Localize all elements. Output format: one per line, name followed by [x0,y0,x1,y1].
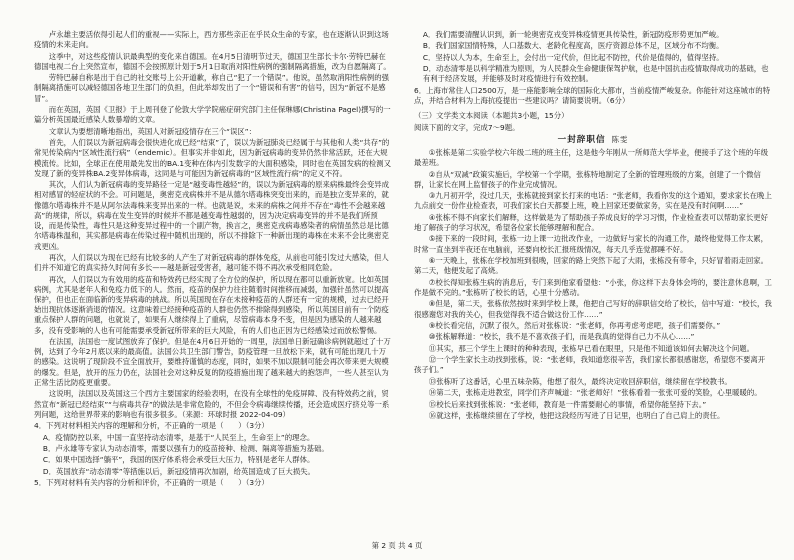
question-4-option: A．疫情防控以来，中国一直坚持动态清零，是基于“人民至上，生命至上”的理念。 [42,432,315,442]
left-column [34,30,392,535]
passage-paragraph: 这说明，法国以及英国这三个西方主要国家的经验表明，在没有全球性的免疫屏障、没有特效药之前，贸然宣布“新冠已经结束”“与病毒共存”的做法是非常危险的，不但会令病毒继续传播，还会造成医疗挤兑等一系列问题，这给世界带来的影响也有很多很多。（来源：环球时报 2022-04-09） [34,389,390,419]
story-title [414,135,772,147]
question-6: 6．上海市常住人口2500万，是一座能影响全球的国际化大都市，当前疫情严峻复杂。你能针对这座城市的特点，并结合材料为上海抗疫提出一些建议吗？请简要说明。（6分） [414,85,771,106]
question-5-option: A．我们需要清醒认识到，新一轮奥密克戎变异株疫情更具传染性，新冠防疫形势更加严峻。 [422,30,724,39]
story-paragraph: ⑤接下来的一段时间，张栋一边上课一边批改作业，一边做好与家长的沟通工作，最终他觉得工作太累，时常一直坐到半夜还在电脑前，还要向校长汇报班级情况，每天几乎连觉都睡不好。 [414,234,769,254]
story-paragraph: ⑫一个学生家长主动找到张栋，说：“张老师，我知道您很辛苦，我们家长都很感谢您，希望您不要离开孩子们。” [414,355,766,375]
passage-paragraph: 卢永雄主要活依得引起人们的重视——实际上，西方那些亲正在乎民众生命的专家，也在逐渐认识到这场疫情的未来走向。 [34,30,389,50]
story-paragraph: ②自从“双减”政策实施后，学校第一个学期，张栋特地制定了全新的管理班级的方案，创建了一个微信群，让家长在网上监督孩子的作业完成情况。 [414,169,761,189]
story-paragraph: ⑩张栋解释道：“校长，我不是不喜欢孩子们，而是我真的觉得自己力不从心……” [428,332,695,342]
story-author: 陈雯 [611,135,629,145]
question-5-option: B．我们国家国情特殊，人口基数大、老龄化程度高，医疗资源总体不足，区域分布不均衡。 [422,41,724,51]
passage-paragraph: 首先，人们误以为新冠病毒会很快进化成已经“结束”了，误以为新冠肺炎已经属于与其他和人类“共存”的常见传染病内“区域性流行病”（endemic）。但事实并非如此，因为新冠病毒的变异仍然非常活跃，还在大规模流传。比如，全球正在使用最先发出的BA.1变种在体内引发数字的大面积感染，同时也在英国发病的检测又发现了新的变异株BA.2变异体病毒，这同是与可能因为新冠病毒的“区域性流行病”的定义不符。 [34,138,392,178]
story-paragraph: ⑪其实，那三个学生上课时的种种表现，张栋早已看在眼里，只是他不知道该如何去解决这个问题。 [428,343,754,353]
question-4-option: C．如果中国选择“躺平”，我国的医疗体系将会承受巨大压力，特别是老年人群体。 [42,455,315,465]
story-paragraph: ⑮校长后来找到张栋说：“张老师，教育是一件需要耐心的事情，希望你能坚持下去。” [428,399,707,409]
story-paragraph: ⑭第二天，张栋走进教室，同学们齐声喊道：“张老师好！”张栋看着一张张可爱的笑脸，心里暖暖的。 [428,388,762,398]
question-5-option: C．坚持以人为本，生命至上，会付出一定代价，但比起不防控，代价是值得的，值得坚持。 [422,52,724,62]
question-5-stem: 5．下列对材料有关内容的分析和评价，不正确的一项是（ ）（3分） [34,478,269,488]
passage-paragraph: 再次，人们误以为有效用的疫苗和特效药已经实现了全方位的保护，所以现在都可以重新放宽。比如英国病例，尤其是老年人和免疫力低下的人。然而，疫苗的保护力往往随着时间推移而减弱，加强针虽然可以提高保护，但也正在面临新的变异病毒的挑战。所以英国现在存在未接种疫苗的人群还有一定的规模，过去已经开始出现抗体逐渐消退的情况。这意味着已经接种疫苗的人群也仍然不排除得到感染，所以英国目前有一个防疫重点保护人群的问题，也就说了，如果有人继续得上了重病，尽管病毒本身不变，但是因为感染的人越来越多，没有受影响的人也有可能需要承受新冠所带来的巨大风险，有的人们也正因为已经感染过而放松警惕。 [34,274,389,335]
section-3-heading: （三）文学类文本阅读（本题共3小题，15分） [414,111,569,121]
passage-paragraph: 在法国，法国也一度试图放弃了保护。但是在4月6日开始的一周里，法国单日新冠确诊病例就超过了十万例，达到了今年2月底以来的最高值。法国公共卫生部门警告，防疫管理一旦放松下来，就有可能出现几十万的感染。这说明了现阶段不宜全面放开，要维持谨慎的态度，同时，如果不加以限制可能会再次带来更大规模的爆发。但是，放开的压力仍在，法国社会对这种反复的防疫措施出现了越来越大的抱怨声，一些人甚至认为正常生活比防疫更重要。 [34,337,391,387]
passage-paragraph: 劳特巴赫自称是出于自己的社交账号上公开道歉，称自己“犯了一个错误”。他说，虽然取消阳性病例的强制隔离措施可以减轻德国各地卫生部门的负担，但此举却发出了一个“错误和有害”的信号，因为“新冠不是感冒”。 [34,73,390,103]
story-paragraph: ③九月初开学，没过几天，张栋就接到家长打来的电话：“张老师，我看你发的这个通知，要求家长在晚上九点前交一份作业检查表，可我们家长白天都要上班，晚上回家还要做家务，实在是没有时间啊……” [414,191,772,211]
question-4-stem: 4．下列对材料相关内容的理解和分析，不正确的一项是（ ）（3分） [34,421,269,431]
story-paragraph: ⑬张栋听了这番话，心里五味杂陈，他想了很久，最终决定收回辞职信，继续留在学校教书。 [428,376,732,386]
passage-paragraph: 而在英国，英国《卫报》于上周刊登了伦敦大学学院癌症研究部门主任保琳娜(Christina Pagel)撰写的一篇分析英国最近感染人数暴增的文章。 [34,105,391,125]
question-4-option: B．卢永雄等专家认为动态清零，需要以强有力的疫苗接种、检测、隔离等措施为基础。 [42,443,329,453]
page-footer: 第 2 页 共 4 页 [371,541,423,550]
story-paragraph: ⑧但是，第二天，张栋依然按时来到学校上课，他把自己写好的辞职信交给了校长，信中写道：“校长，我很感谢您对我的关心，但我觉得我不适合做这份工作……” [414,299,772,319]
section-3-instruction: 阅读下面的文字，完成7～9题。 [414,122,520,132]
story-paragraph: ⑦校长得知张栋生病的消息后，专门来到他家看望他：“小张，你这样下去身体会垮的，要注意休息啊，工作是做不完的。”张栋听了校长的话，心里十分感动。 [414,277,772,297]
story-paragraph: ④张栋不得不向家长们解释，这样做是为了帮助孩子养成良好的学习习惯，作业检查表可以帮助家长更好地了解孩子的学习状况，希望各位家长能够理解和配合。 [414,212,769,233]
question-5-option: D．动态清零是以科学精准为原则，为人民群众生命健康保驾护航，也是中国抗击疫情取得成功的基础，也有利于经济发展，并能够及时对疫情进行有效控制。 [422,64,769,84]
story-paragraph: ①张栋是第二实验学校六年级二班的班主任，这是他今年刚从一所师范大学毕业，便接手了这个班的年级最差班。 [414,147,769,168]
story-paragraph: ⑯就这样，张栋继续留在了学校，他把这段经历写进了日记里，也明白了自己肩上的责任。 [428,411,725,421]
passage-paragraph: 其次，人们认为新冠病毒的变异路径一定是“越变毒性越轻”的，误以为新冠病毒的原来病株最终会变异成相对感冒的轻症状的不会。可问题是，奥密克戎病株并不是从德尔塔毒株突变出来的，而是独立变异来的，就像德尔塔毒株并不是从阿尔法毒株来变异出来的一样。也就是说，未来的病株之间并不存在“毒性不会越来越高”的规律，所以，病毒在发生变异的时候并不都是越变毒性越弱的，因为决定病毒变异的并不是我们所预设，而是传染性，毒性只是这种变异过程中的一个副产物，换言之，奥密克戎病毒感染者的病情虽然总是比德尔塔毒株温和，其实都是病毒在传染过程中随机出现的，所以不排除下一种新出现的毒株在未来不会比奥密克戎更凶。 [34,180,390,251]
question-4-option: D．英国放弃“动态清零”等措施以后，新冠疫情再次加剧，给英国造成了巨大损失。 [42,466,315,476]
story-paragraph: ⑨校长看完信，沉默了很久，然后对张栋说：“张老师，你再考虑考虑吧，孩子们需要你。” [428,320,721,330]
passage-paragraph: 文章认为要想清晰地指出，英国人对新冠疫情存在三个“误区”： [48,126,257,136]
passage-paragraph: 再次，人们误以为现在已经有比较多的人产生了对新冠病毒的群体免疫，从前也可能引发过大感染，但人们并不知道它的真实持久时间有多长——越是新冠受害者，越可能不得不再次承受相同危险。 [34,252,389,273]
passage-paragraph: 这季中，对这些疫情认识最典型的变化来自德国。在4月5日清明节过天，德国卫生部长卡尔·劳特巴赫在德国电视二台上突然宣布，德国不会按照原计划于5月1日取消对阳性病例的强制隔离措施，改为自愿隔离了。 [34,51,391,71]
story-title-text: 一封辞职信 [557,135,606,146]
story-paragraph: ⑥一天晚上，张栋在学校加班到很晚，回家的路上突然下起了大雨，张栋没有带伞，只好冒着雨走回家。第二天，他便发起了高烧。 [414,256,769,276]
right-column [414,30,772,535]
